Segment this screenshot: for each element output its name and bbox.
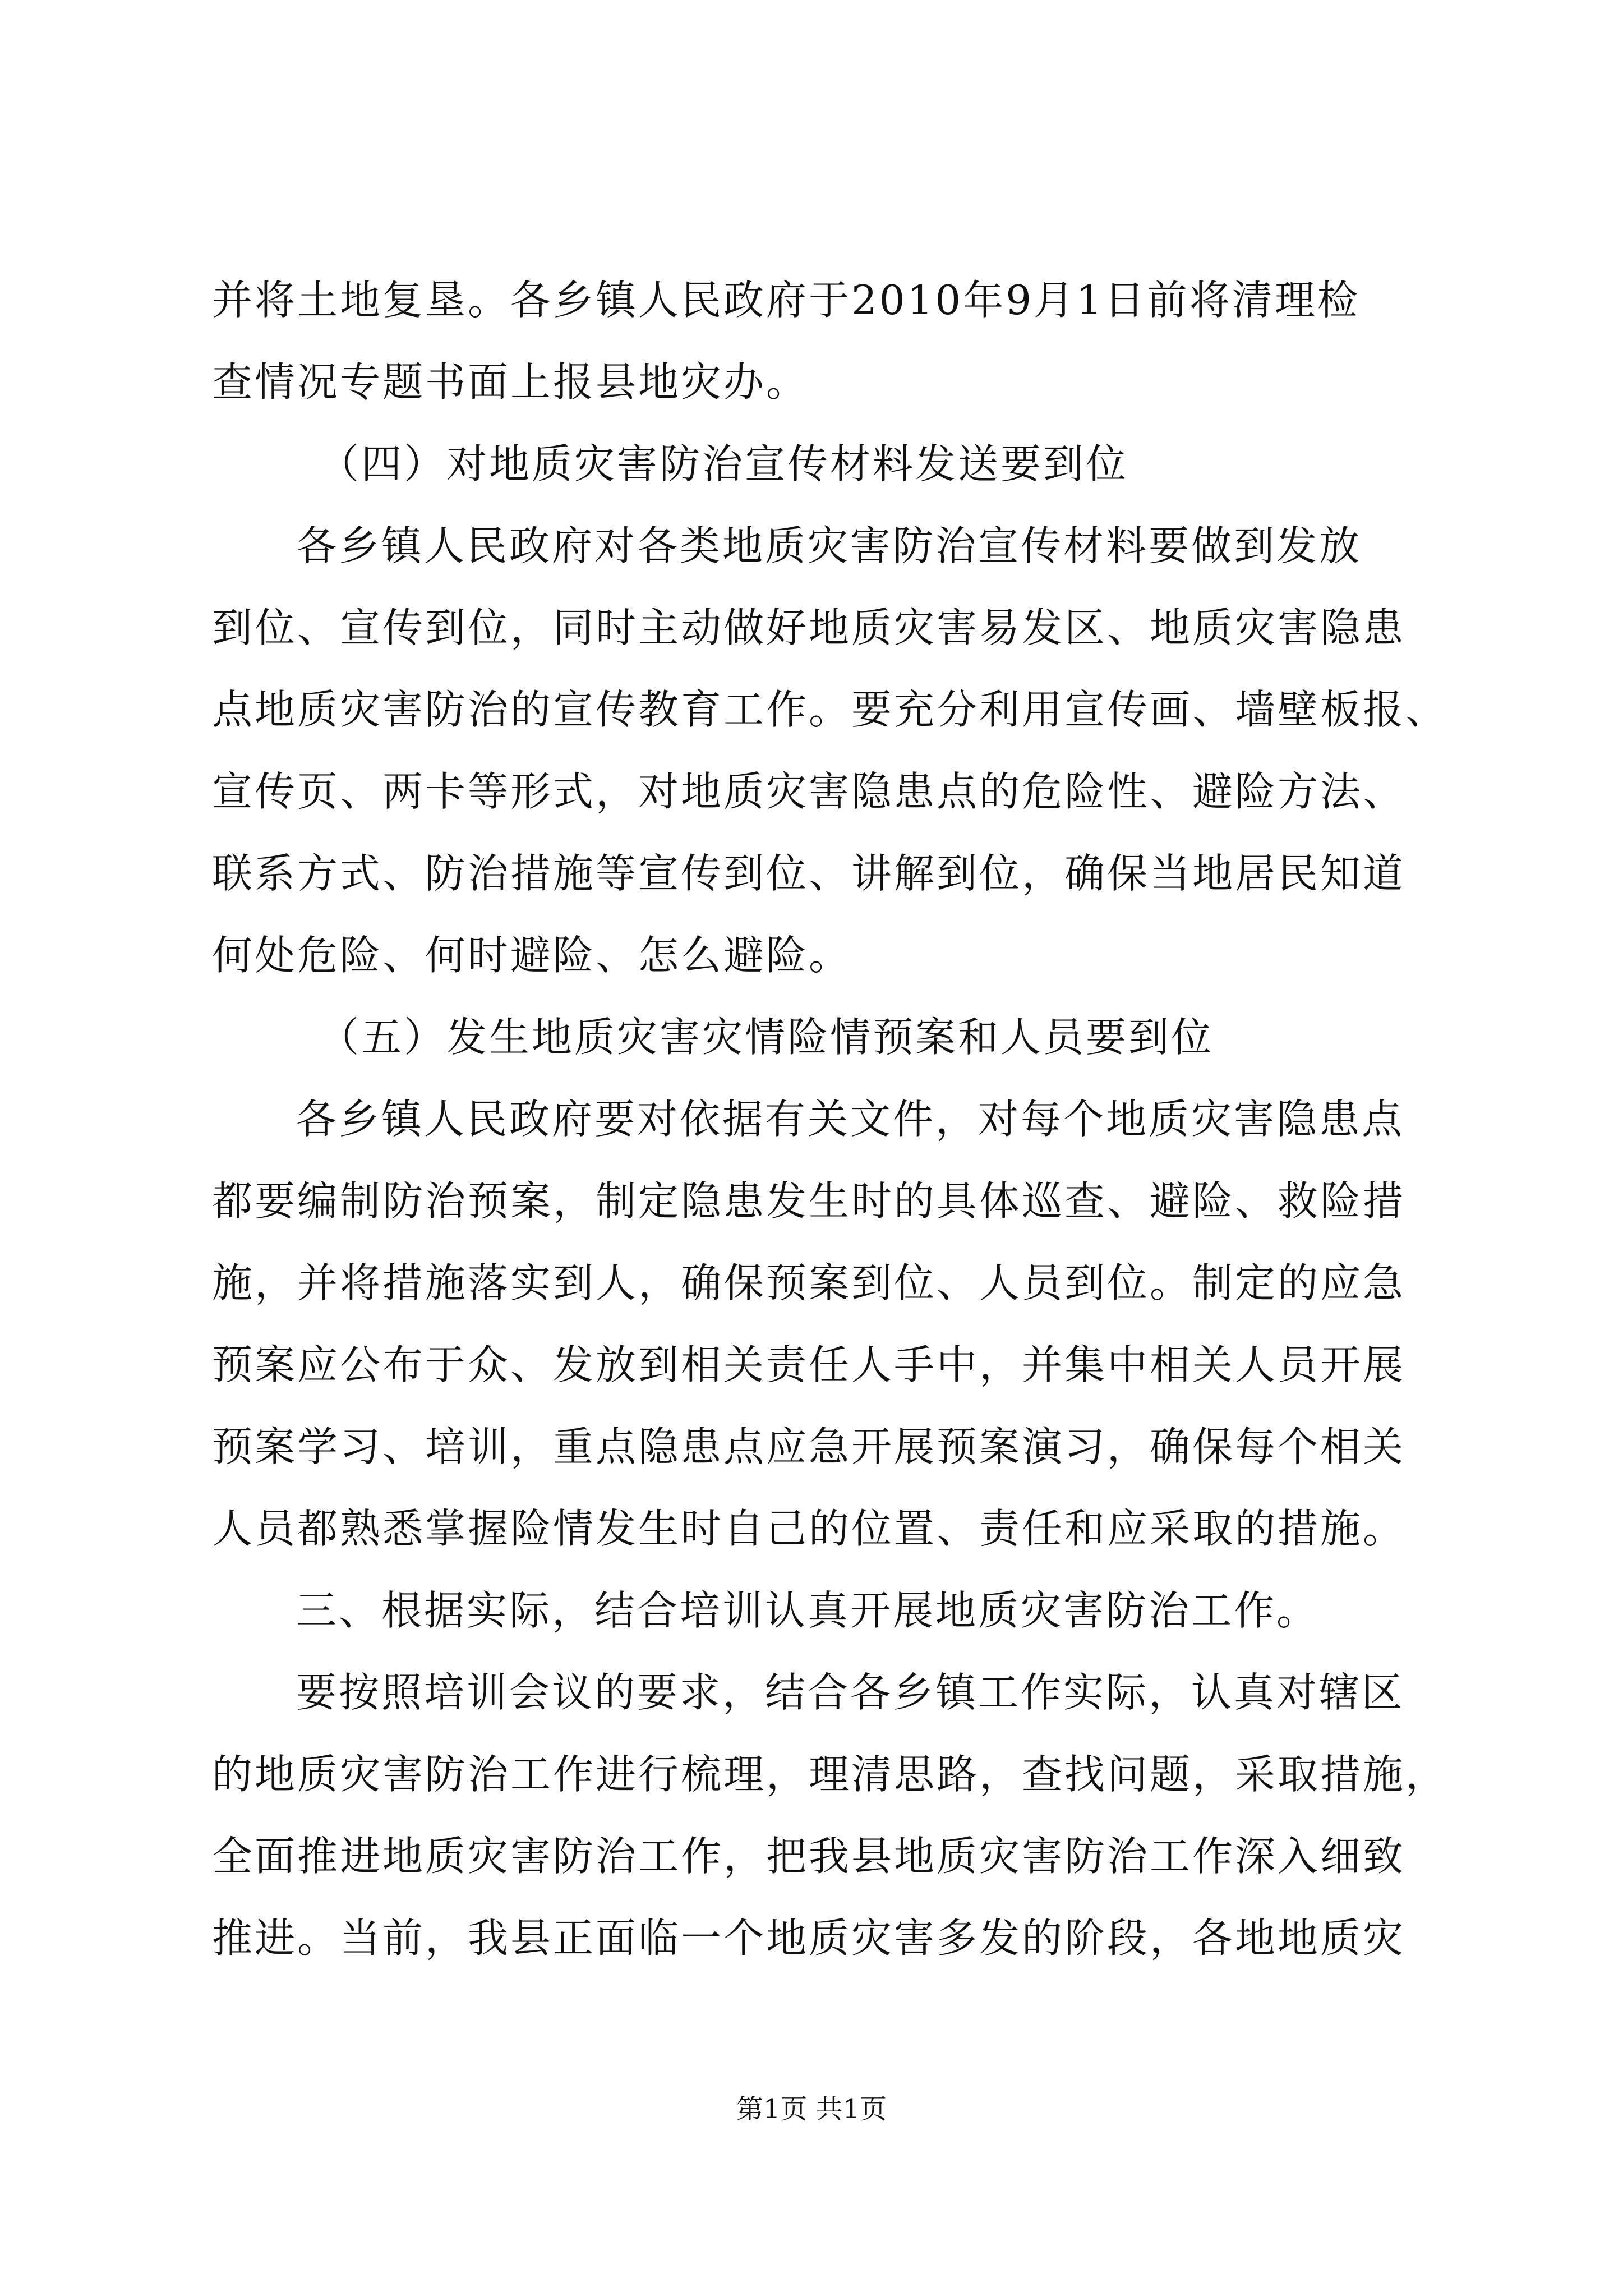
paragraph-line: 都要编制防治预案，制定隐患发生时的具体巡查、避险、救险措 [212,1177,1406,1225]
paragraph-line: 人员都熟悉掌握险情发生时自己的位置、责任和应采取的措施。 [212,1505,1406,1552]
section-heading: （五）发生地质灾害灾情险情预案和人员要到位 [319,1014,1214,1061]
paragraph-line: 的地质灾害防治工作进行梳理，理清思路，查找问题，采取措施， [212,1751,1449,1798]
paragraph-line: 预案学习、培训，重点隐患点应急开展预案演习，确保每个相关 [212,1423,1406,1470]
section-heading: （四）对地质灾害防治宣传材料发送要到位 [319,440,1129,487]
paragraph-line: 施，并将措施落实到人，确保预案到位、人员到位。制定的应急 [212,1259,1406,1306]
paragraph-line: 查情况专题书面上报县地灾办。 [212,358,809,406]
paragraph-line: 各乡镇人民政府要对依据有关文件，对每个地质灾害隐患点 [296,1096,1405,1143]
paragraph-line: 推进。当前，我县正面临一个地质灾害多发的阶段，各地地质灾 [212,1915,1406,1962]
paragraph-line: 宣传页、两卡等形式，对地质灾害隐患点的危险性、避险方法、 [212,768,1406,815]
paragraph-line: 联系方式、防治措施等宣传到位、讲解到位，确保当地居民知道 [212,850,1406,897]
paragraph-line: 各乡镇人民政府对各类地质灾害防治宣传材料要做到发放 [296,522,1362,569]
paragraph-line: 要按照培训会议的要求，结合各乡镇工作实际，认真对辖区 [296,1669,1405,1716]
paragraph-line: 预案应公布于众、发放到相关责任人手中，并集中相关人员开展 [212,1341,1406,1388]
section-heading: 三、根据实际，结合培训认真开展地质灾害防治工作。 [296,1587,1320,1634]
document-body [212,259,1449,1979]
paragraph-line: 何处危险、何时避险、怎么避险。 [212,932,852,979]
page-number-footer: 第1页 共1页 [736,2093,887,2125]
paragraph-line: 到位、宣传到位，同时主动做好地质灾害易发区、地质灾害隐患 [212,604,1406,651]
paragraph-line: 全面推进地质灾害防治工作，把我县地质灾害防治工作深入细致 [212,1833,1406,1880]
paragraph-line: 并将土地复垦。各乡镇人民政府于2010年9月1日前将清理检 [212,277,1360,324]
paragraph-line: 点地质灾害防治的宣传教育工作。要充分利用宣传画、墙壁板报、 [212,686,1449,733]
